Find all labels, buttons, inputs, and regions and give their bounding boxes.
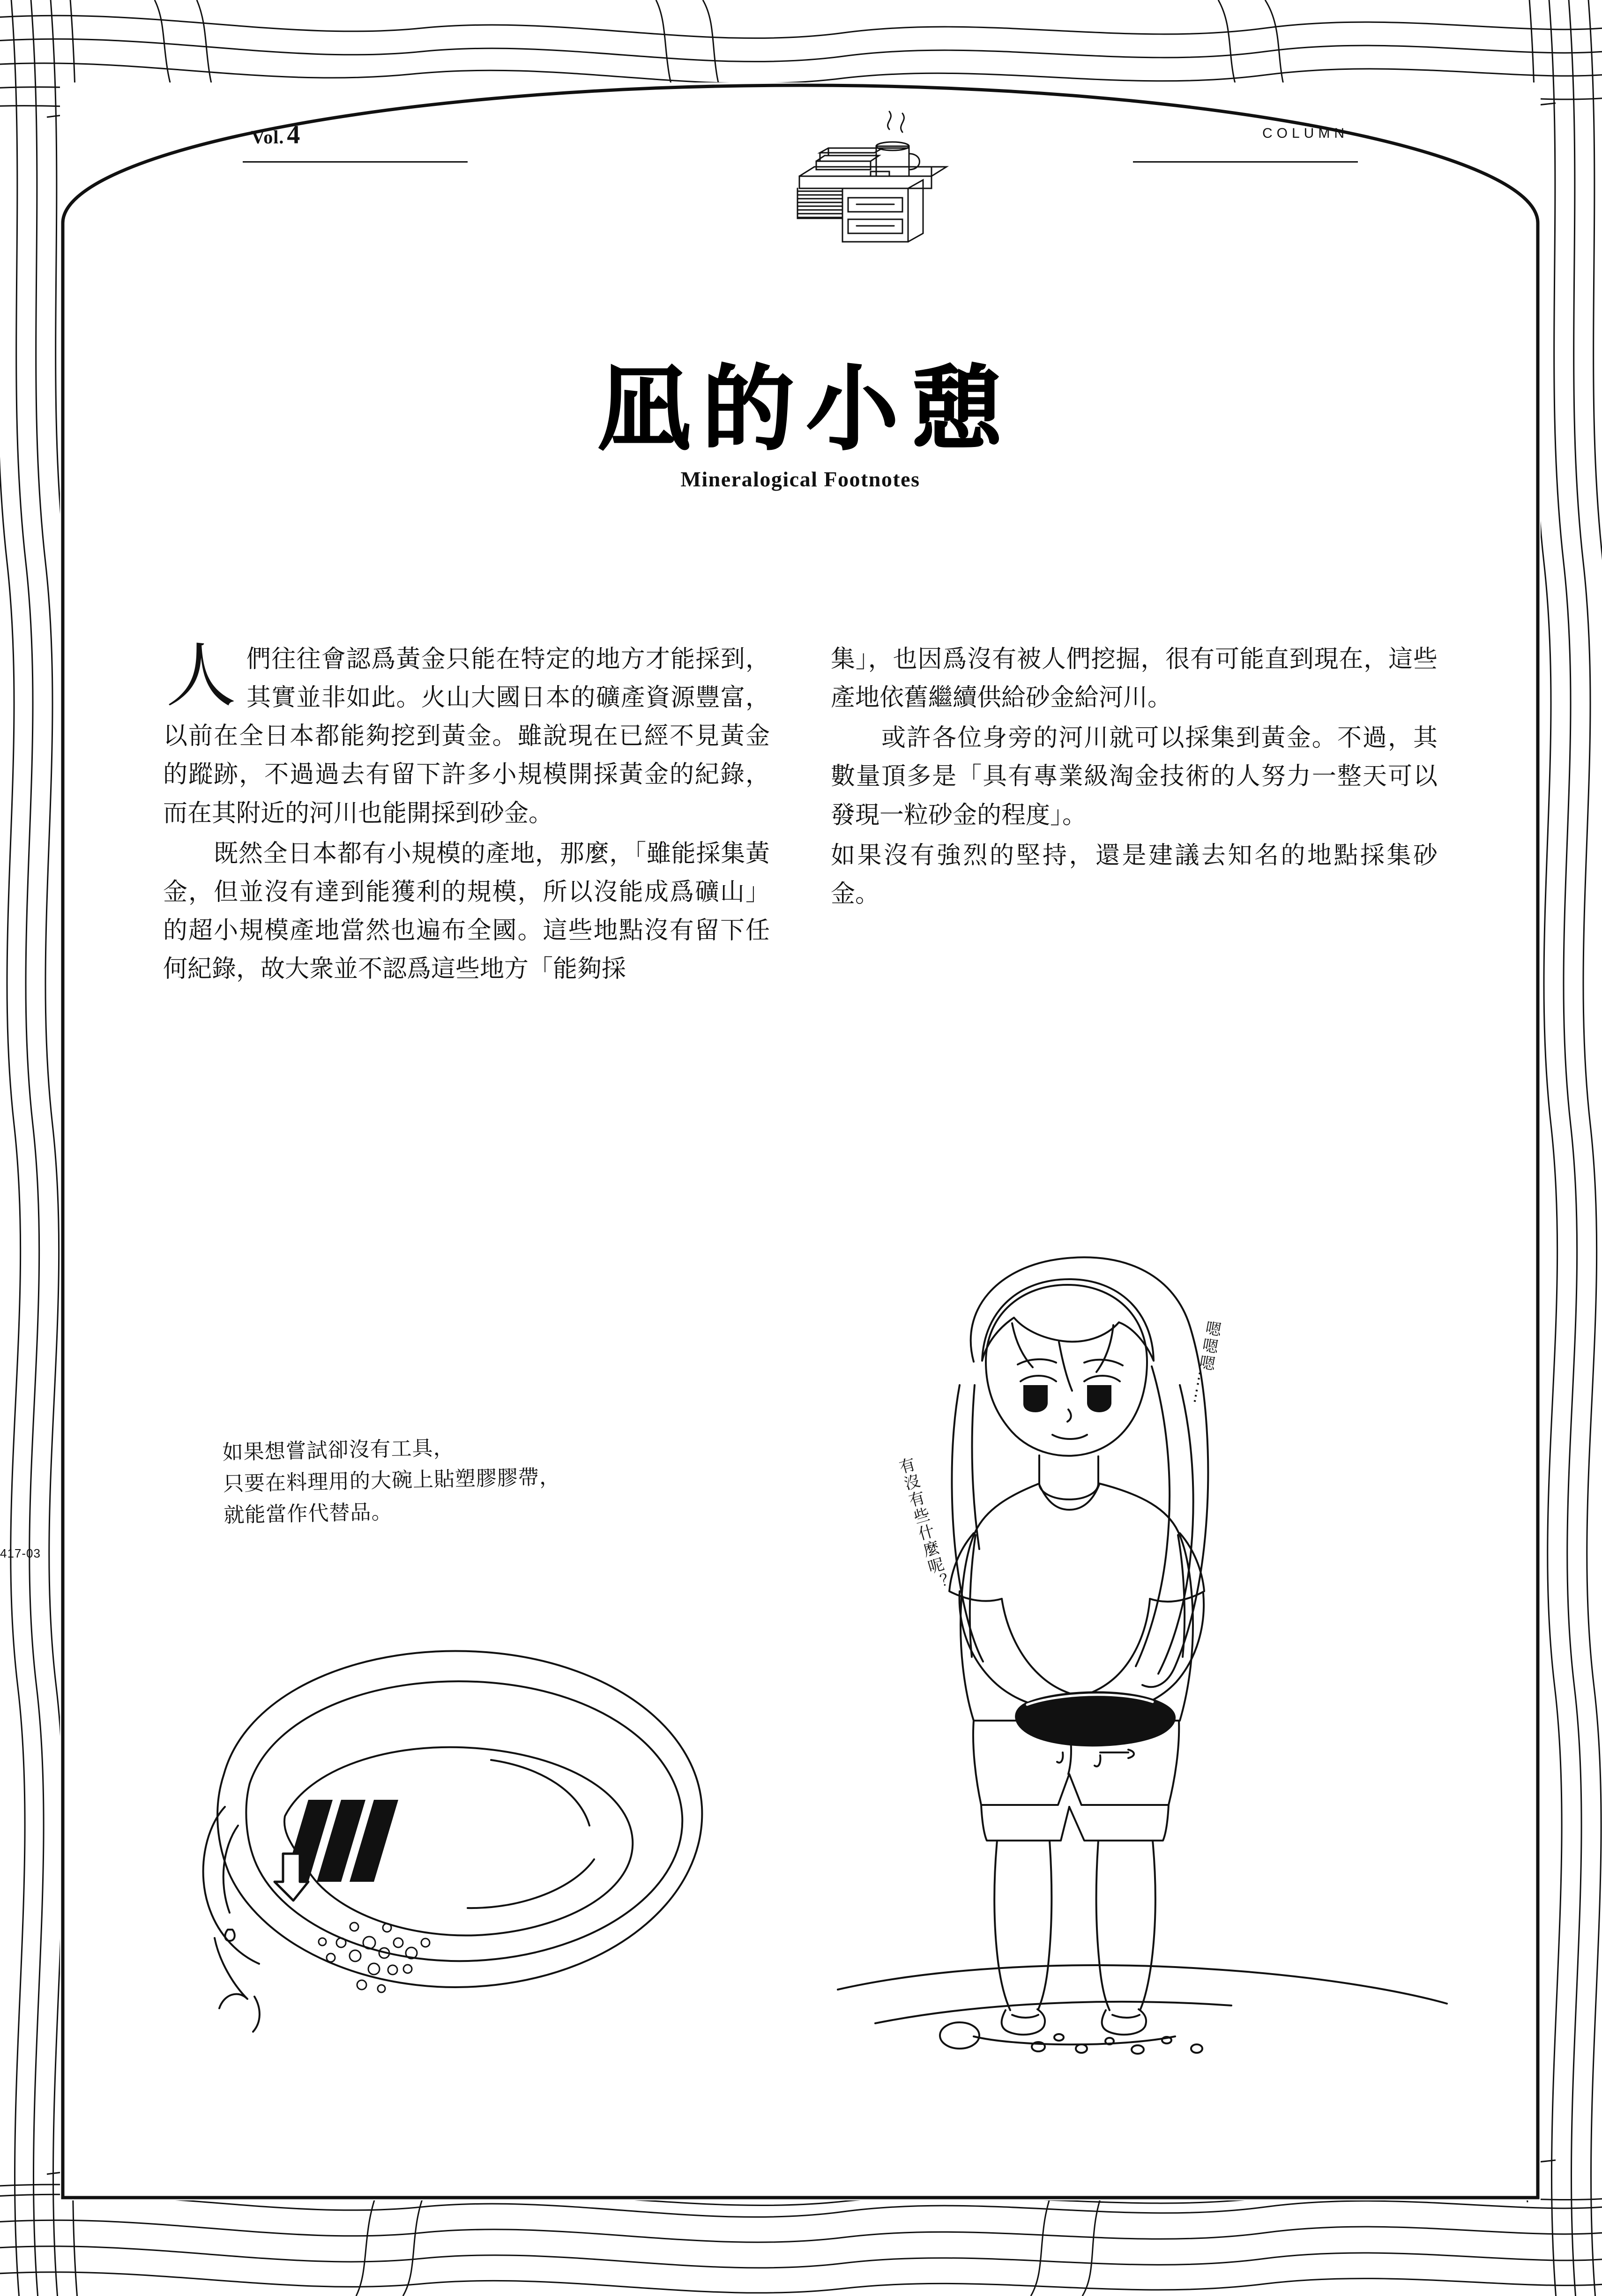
corner-code: 417-03 (0, 1546, 41, 1560)
article-panel (60, 82, 1541, 2200)
volume-word: Vol. (251, 127, 284, 148)
volume-label (251, 120, 300, 150)
girl-illustration (819, 1245, 1466, 2111)
volume-number: 4 (287, 120, 301, 149)
note-line-2: 只要在料理用的大碗上貼塑膠膠帶， (223, 1465, 561, 1496)
column-label: COLUMN (1262, 126, 1349, 141)
article-body (163, 635, 1438, 988)
title-block (60, 356, 1541, 492)
paragraph-left-1-text: 們往往會認爲黃金只能在特定的地方才能採到，其實並非如此。火山大國日本的礦產資源豐富，以前在全日本都能夠挖到黃金。雖說現在已經不見黃金的蹤跡，不過過去有留下許多小規模開採黃金的紀錄，而在其附近的河川也能開採到砂金。 (163, 645, 770, 827)
speech-bubble-left: 有沒有些什麼呢？ (894, 1455, 951, 1594)
header-rule-right (1133, 161, 1358, 163)
bowl-illustration (168, 1573, 758, 2069)
drop-cap: 人 (166, 635, 237, 717)
paragraph-left-1 (163, 635, 770, 833)
note-line-3: 就能當作代替品。 (223, 1499, 393, 1528)
column-left (163, 635, 770, 988)
paragraph-left-2: 既然全日本都有小規模的產地，那麼，「雖能採集黃金，但並沒有達到能獲利的規模，所以沒能成爲礦山」的超小規模產地當然也遍布全國。這些地點沒有留下任何紀錄，故大衆並不認爲這些地方「能夠採 (163, 839, 770, 984)
paragraph-right-1: 集」，也因爲沒有被人們挖掘，很有可能直到現在，這些產地依舊繼續供給砂金給河川。 (831, 645, 1438, 712)
page-header (60, 115, 1541, 378)
handwritten-note (222, 1426, 749, 1531)
speech-bubble-right: 嗯嗯嗯…… (1189, 1319, 1223, 1408)
header-rule-left (243, 161, 468, 163)
column-right (831, 640, 1438, 988)
note-line-1: 如果想嘗試卻沒有工具， (222, 1436, 455, 1465)
paragraph-right-3: 如果沒有強烈的堅持，還是建議去知名的地點採集砂金。 (831, 841, 1438, 908)
page-subtitle: Mineralogical Footnotes (680, 467, 920, 491)
desk-illustration (608, 101, 992, 321)
paragraph-right-2: 或許各位身旁的河川就可以採集到黃金。不過，其數量頂多是「具有專業級淘金技術的人努力一整天可以發現一粒砂金的程度」。 (831, 724, 1438, 829)
page-title: 凪的小憩 (598, 356, 1014, 463)
